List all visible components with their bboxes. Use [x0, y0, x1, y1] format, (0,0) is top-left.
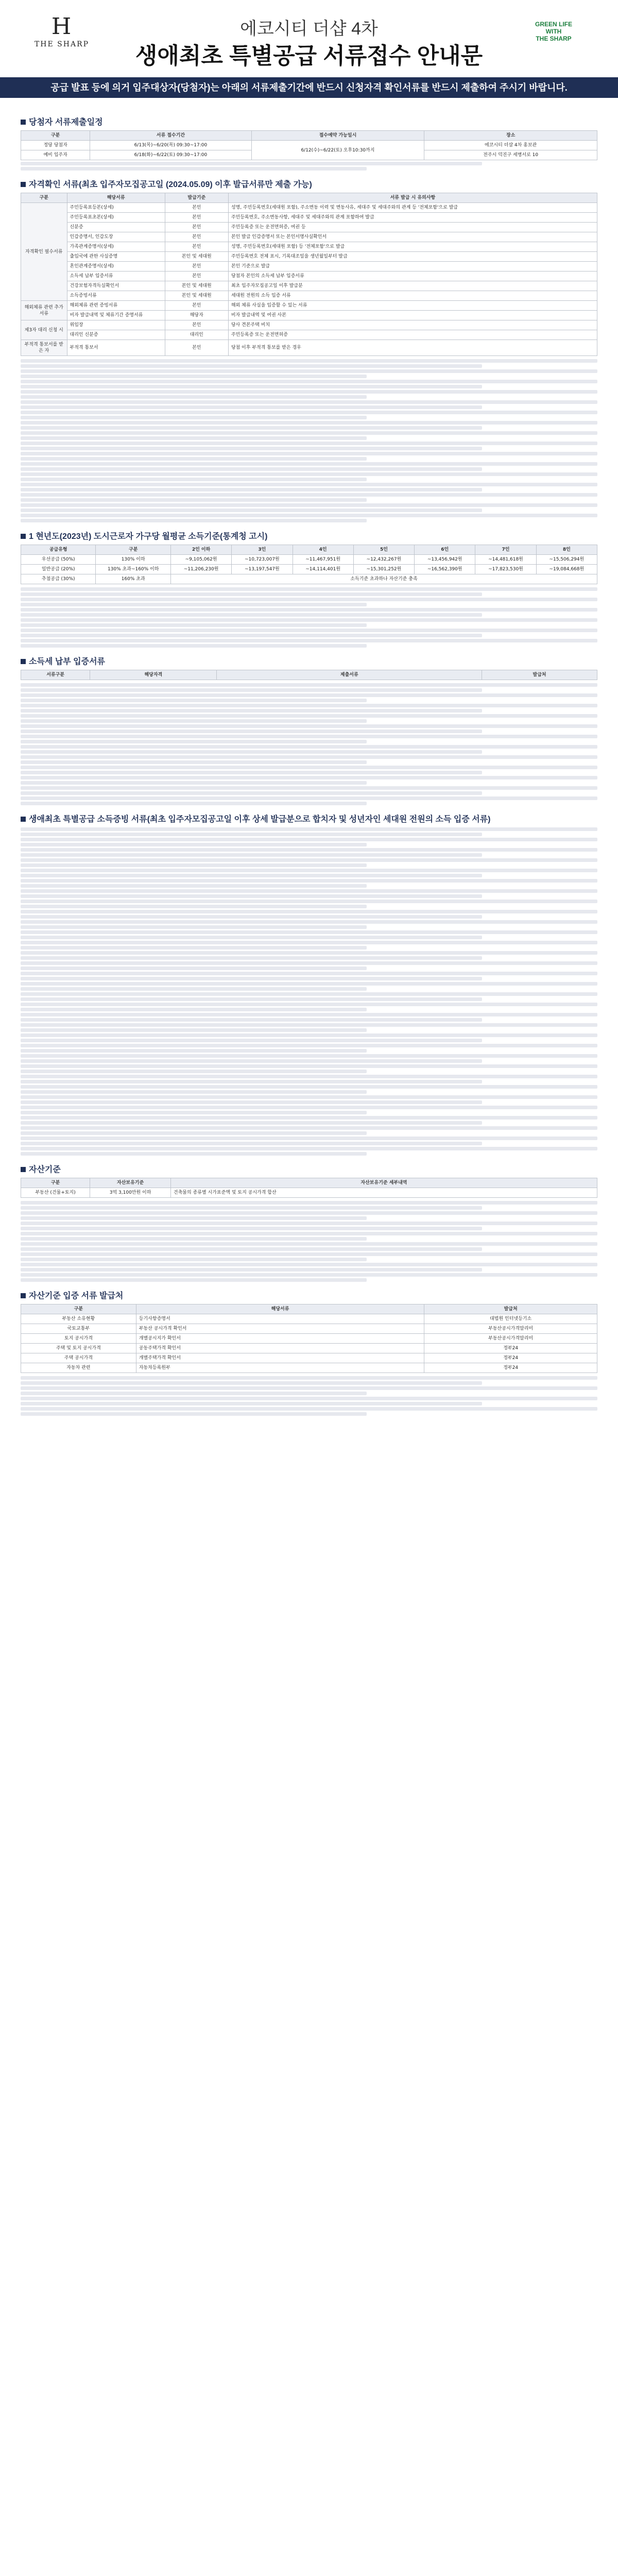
- table-row: 주택 공시가격 개별주택가격 확인서 정부24: [21, 1353, 597, 1363]
- income-table: 공급유형 구분 2인 이하 3인 4인 5인 6인 7인 8인 우선공급 (50%) 130% 이하 ~9,105,062원 ~10,723,007원 ~11,467,951원 ~12,432,267원 ~13,456,942원 ~14,481,618원 ~15,506,294원 일반공급 (20%) 130% 초과~160% 이하 ~11,206,230원 ~13,197,547원 ~14,114,401원 ~15,301,252원 ~16,562,390원 ~17,823,530원 ~19,084,668원 추첨공급 (30%) 160% 초과 소득기준 초과하나 자산기준 충족: [21, 545, 597, 584]
- tax-table: 서류구분 해당자격 제출서류 발급처: [21, 670, 597, 680]
- table-row: 대리인 신분증 대리인 주민등록증 또는 운전면허증: [21, 330, 597, 340]
- table-row: 해외체류 관련 추가서류 해외체류 관련 증빙서류 본인 해외 체류 사실을 입증할 수 있는 서류: [21, 301, 597, 311]
- income-proof-block: [21, 827, 597, 1156]
- asset-detail-block: [21, 1201, 597, 1282]
- square-bullet-icon: [21, 1167, 26, 1172]
- note-placeholder: [21, 162, 482, 165]
- square-bullet-icon: [21, 1293, 26, 1298]
- page-title: 생애최초 특별공급 서류접수 안내문: [135, 43, 483, 69]
- section-assets-title: 자산기준: [21, 1163, 597, 1175]
- section-tax-title: 소득세 납부 입증서류: [21, 655, 597, 667]
- table-row: 토지 공시가격 개별공시지가 확인서 부동산공시가격알리미: [21, 1334, 597, 1344]
- schedule-header: 서류 접수기간: [90, 131, 251, 141]
- green-life-line3: THE SHARP: [536, 35, 572, 42]
- section-docs-title: 자격확인 서류(최초 입주자모집공고일 (2024.05.09) 이후 발급서류만 제출 가능): [21, 178, 597, 190]
- table-row: 주택 및 토지 공시가격 공동주택가격 확인서 정부24: [21, 1344, 597, 1353]
- table-row: 소득증빙서류 본인 및 세대원 세대원 전원의 소득 입증 서류: [21, 291, 597, 301]
- note-placeholder: [21, 167, 367, 171]
- table-row: 건강보험자격득실확인서 본인 및 세대원 최초 입주자모집공고일 이후 발급분: [21, 281, 597, 291]
- section-income-title: 1 현년도(2023년) 도시근로자 가구당 월평균 소득기준(통계청 고시): [21, 530, 597, 541]
- docs-table: 구분 해당서류 발급기준 서류 발급 시 유의사항 자격확인 필수서류 주민등록표등본(상세) 본인 성명, 주민등록번호(세대원 포함), 주소변동 이력 및 변동사유, 세대주 및 세대주와의 관계 등 '전체포함'으로 발급 주민등록표초본(상세) 본인 주민등록번호, 주소변동사항, 세대주 및 세대주와의 관계 포함하여 발급 신분증 본인 주민등록증 또는 운전면허증, 여권 등 인감증명서, 인감도장 본인 본인 발급 인감증명서 또는 본인서명사실확인서 가족관계증명서(상세) 본인 성명, 주민등록번호(세대원 포함) 등 '전체포함'으로 발급 출입국에 관한 사실증명 본인 및 세대원 주민등록번호 전체 표시, 기록대조일을 생년월일부터 발급 혼인관계증명서(상세) 본인 본인 기준으로 발급 소득세 납부 입증서류 본인 당첨자 본인의 소득세 납부 입증서류 건강보험자격득실확인서 본인 및 세대원 최초 입주자모집공고일 이후 발급분 소득증빙서류 본인 및 세대원 세대원 전원의 소득 입증 서류 해외체류 관련 추가서류 해외체류 관련 증빙서류 본인 해외 체류 사실을 입증할 수 있는 서류 비자 발급내역 및 체류기간 증명서류 해당자 비자 발급내역 및 여권 사본 제3자 대리 신청 시 위임장 본인 당사 견본주택 비치 대리인 신분증 대리인 주민등록증 또는 운전면허증 부적격 통보서를 받은 자 부적격 통보서 본인 당첨 이후 부적격 통보를 받은 경우: [21, 193, 597, 356]
- table-row: 부동산 소유현황 등기사항증명서 대법원 인터넷등기소: [21, 1314, 597, 1324]
- table-row: 일반공급 (20%) 130% 초과~160% 이하 ~11,206,230원 ~13,197,547원 ~14,114,401원 ~15,301,252원 ~16,562,390원 ~17,823,530원 ~19,084,668원: [21, 565, 597, 574]
- table-row: 부동산 (건물+토지) 3억 3,100만원 이하 건축물의 종류별 시가표준액 및 토지 공시가격 합산: [21, 1188, 597, 1198]
- green-life-line1: GREEN LIFE: [535, 21, 572, 28]
- schedule-table: [21, 130, 597, 160]
- table-row: 비자 발급내역 및 체류기간 증명서류 해당자 비자 발급내역 및 여권 사본: [21, 311, 597, 320]
- table-row: 인감증명서, 인감도장 본인 본인 발급 인감증명서 또는 본인서명사실확인서: [21, 232, 597, 242]
- page-subtitle: 에코시티 더샵 4차: [240, 19, 378, 39]
- green-life-logo: [520, 21, 587, 42]
- table-row: 신분증 본인 주민등록증 또는 운전면허증, 여권 등: [21, 223, 597, 232]
- table-row: 혼인관계증명서(상세) 본인 본인 기준으로 발급: [21, 262, 597, 272]
- brand-mark-icon: H: [51, 13, 73, 40]
- schedule-header: 접수예약 가능일시: [251, 131, 424, 141]
- schedule-header: 구분: [21, 131, 90, 141]
- table-row: 출입국에 관한 사실증명 본인 및 세대원 주민등록번호 전체 표시, 기록대조일을 생년월일부터 발급: [21, 252, 597, 262]
- section-schedule-title: 당첨자 서류제출일정: [21, 115, 597, 127]
- tax-detail-block: [21, 683, 597, 805]
- section-asset-issuer-title: 자산기준 입증 서류 발급처: [21, 1289, 597, 1301]
- table-row: 부적격 통보서를 받은 자 부적격 통보서 본인 당첨 이후 부적격 통보를 받은 경우: [21, 340, 597, 356]
- table-row: 제3자 대리 신청 시 위임장 본인 당사 견본주택 비치: [21, 320, 597, 330]
- table-row: 국토교통부 부동산 공시가격 확인서 부동산공시가격알리미: [21, 1324, 597, 1334]
- table-row: 주민등록표초본(상세) 본인 주민등록번호, 주소변동사항, 세대주 및 세대주와의 관계 포함하여 발급: [21, 213, 597, 223]
- brand-name: THE SHARP: [34, 40, 90, 48]
- footer-notes: [21, 1376, 597, 1416]
- square-bullet-icon: [21, 120, 26, 125]
- square-bullet-icon: [21, 182, 26, 187]
- table-row: 자동차 관련 자동차등록원부 정부24: [21, 1363, 597, 1373]
- table-row: 우선공급 (50%) 130% 이하 ~9,105,062원 ~10,723,007원 ~11,467,951원 ~12,432,267원 ~13,456,942원 ~14,481,618원 ~15,506,294원: [21, 555, 597, 565]
- square-bullet-icon: [21, 817, 26, 822]
- green-life-line2: WITH: [545, 28, 562, 35]
- asset-issuer-table: 구분 해당서류 발급처 부동산 소유현황 등기사항증명서 대법원 인터넷등기소 국토교통부 부동산 공시가격 확인서 부동산공시가격알리미 토지 공시가격 개별공시지가 확인서 부동산공시가격알리미 주택 및 토지 공시가격 공동주택가격 확인서 정부24 주택 공시가격 개별주택가격 확인서 정부24 자동차 관련 자동차등록원부 정부24: [21, 1304, 597, 1373]
- asset-table: 구분 자산보유기준 자산보유기준 세부내역 부동산 (건물+토지) 3억 3,100만원 이하 건축물의 종류별 시가표준액 및 토지 공시가격 합산: [21, 1178, 597, 1198]
- square-bullet-icon: [21, 659, 26, 664]
- income-notes: [21, 587, 597, 648]
- notice-banner: 공급 발표 등에 의거 입주대상자(당첨자)는 아래의 서류제출기간에 반드시 신청자격 확인서류를 반드시 제출하여 주시기 바랍니다.: [0, 77, 618, 98]
- schedule-header: 장소: [424, 131, 597, 141]
- table-row: 소득세 납부 입증서류 본인 당첨자 본인의 소득세 납부 입증서류: [21, 272, 597, 281]
- docs-detail-block: [21, 359, 597, 522]
- table-row: 정당 당첨자 6/13(목)~6/20(목) 09:30~17:00 6/12(수)~6/22(토) 오후10:30까지 에코시티 더샵 4차 홍보관: [21, 141, 597, 150]
- header: [0, 0, 618, 77]
- main-content: [0, 98, 618, 1416]
- square-bullet-icon: [21, 534, 26, 539]
- table-row: 자격확인 필수서류 주민등록표등본(상세) 본인 성명, 주민등록번호(세대원 포함), 주소변동 이력 및 변동사유, 세대주 및 세대주와의 관계 등 '전체포함'으로 발급: [21, 203, 597, 213]
- table-row: 추첨공급 (30%) 160% 초과 소득기준 초과하나 자산기준 충족: [21, 574, 597, 584]
- table-row: 가족관계증명서(상세) 본인 성명, 주민등록번호(세대원 포함) 등 '전체포함'으로 발급: [21, 242, 597, 252]
- table-row: 예비 입주자 6/18(화)~6/22(토) 09:30~17:00 전주시 덕진구 세병서로 10: [21, 150, 597, 160]
- section-income-proof-title: 생애최초 특별공급 소득증빙 서류(최초 입주자모집공고일 이후 상세 발급분으로 합치자 및 성년자인 세대원 전원의 소득 입증 서류): [21, 812, 597, 824]
